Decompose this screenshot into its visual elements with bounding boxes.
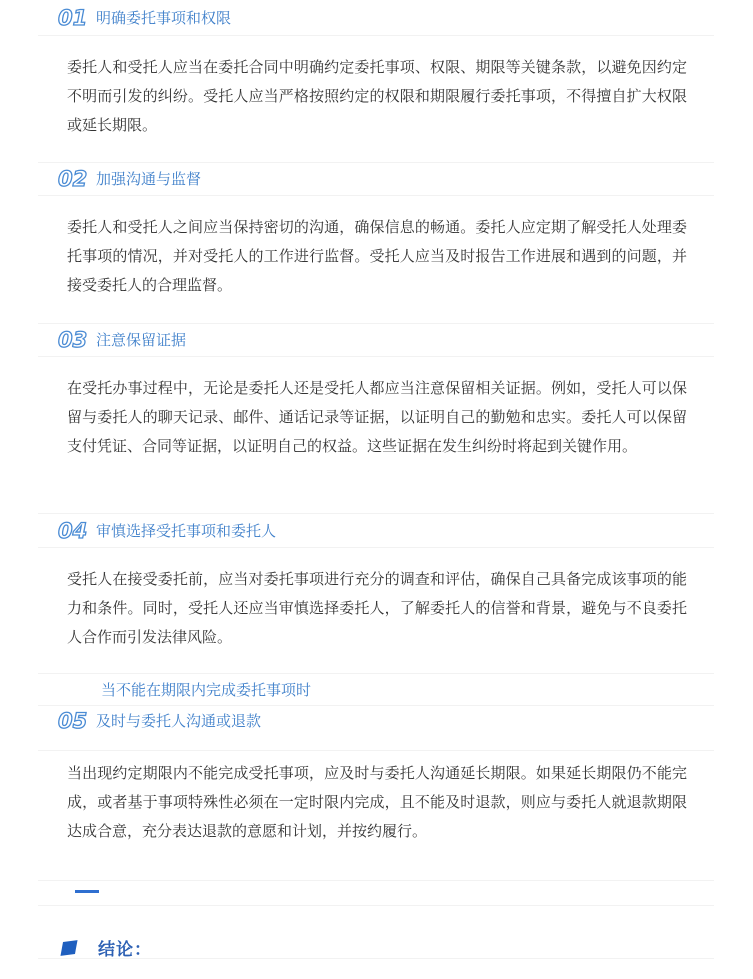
section-title: 加强沟通与监督	[96, 170, 202, 188]
section-1-body: 委托人和受托人应当在委托合同中明确约定委托事项、权限、期限等关键条款，以避免因约定不明而引发的纠纷。受托人应当严格按照约定的权限和期限履行委托事项，不得擅自扩大权限或延长期限。	[67, 58, 687, 134]
divider	[38, 750, 714, 751]
conclusion-header	[58, 935, 152, 960]
section-title: 注意保留证据	[96, 331, 187, 349]
section-number: 05	[58, 709, 88, 733]
divider	[38, 162, 714, 163]
divider	[38, 705, 714, 706]
section-number: 03	[58, 328, 88, 352]
section-title: 及时与委托人沟通或退款	[96, 712, 262, 730]
divider	[38, 905, 714, 906]
section-3-body: 在受托办事过程中，无论是委托人还是受托人都应当注意保留相关证据。例如，受托人可以保留与委托人的聊天记录、邮件、通话记录等证据，以证明自己的勤勉和忠实。委托人可以保留支付凭证、合同等证据，以证明自己的权益。这些证据在发生纠纷时将起到关键作用。	[67, 379, 687, 455]
section-4-header	[58, 519, 276, 543]
divider	[38, 513, 714, 514]
section-2-body: 委托人和受托人之间应当保持密切的沟通，确保信息的畅通。委托人应定期了解受托人处理委托事项的情况，并对受托人的工作进行监督。受托人应当及时报告工作进展和遇到的问题，并接受委托人的合理监督。	[67, 218, 687, 294]
section-5-title-line1: 当不能在期限内完成委托事项时	[101, 681, 312, 699]
section-number: 04	[58, 519, 88, 543]
section-5-body: 当出现约定期限内不能完成受托事项，应及时与委托人沟通延长期限。如果延长期限仍不能完成，或者基于事项特殊性必须在一定时限内完成，且不能及时退款，则应与委托人就退款期限达成合意，充分表达退款的意愿和计划，并按约履行。	[67, 764, 687, 840]
section-number: 01	[58, 6, 88, 30]
divider	[38, 195, 714, 196]
divider	[38, 547, 714, 548]
divider	[38, 673, 714, 674]
section-3-header	[58, 328, 186, 352]
divider	[38, 958, 714, 959]
section-title: 明确委托事项和权限	[96, 9, 232, 27]
section-5-header	[58, 709, 261, 733]
divider	[38, 880, 714, 881]
accent-bar	[75, 890, 99, 893]
conclusion-label: 结论：	[98, 940, 152, 960]
divider	[38, 356, 714, 357]
divider	[38, 323, 714, 324]
section-title: 审慎选择受托事项和委托人	[96, 522, 277, 540]
diamond-icon	[60, 940, 77, 956]
section-1-header	[58, 6, 231, 30]
section-number: 02	[58, 167, 88, 191]
section-2-header	[58, 167, 201, 191]
section-4-body: 受托人在接受委托前，应当对委托事项进行充分的调查和评估，确保自己具备完成该事项的能力和条件。同时，受托人还应当审慎选择委托人，了解委托人的信誉和背景，避免与不良委托人合作而引发法律风险。	[67, 570, 687, 646]
divider	[38, 35, 714, 36]
